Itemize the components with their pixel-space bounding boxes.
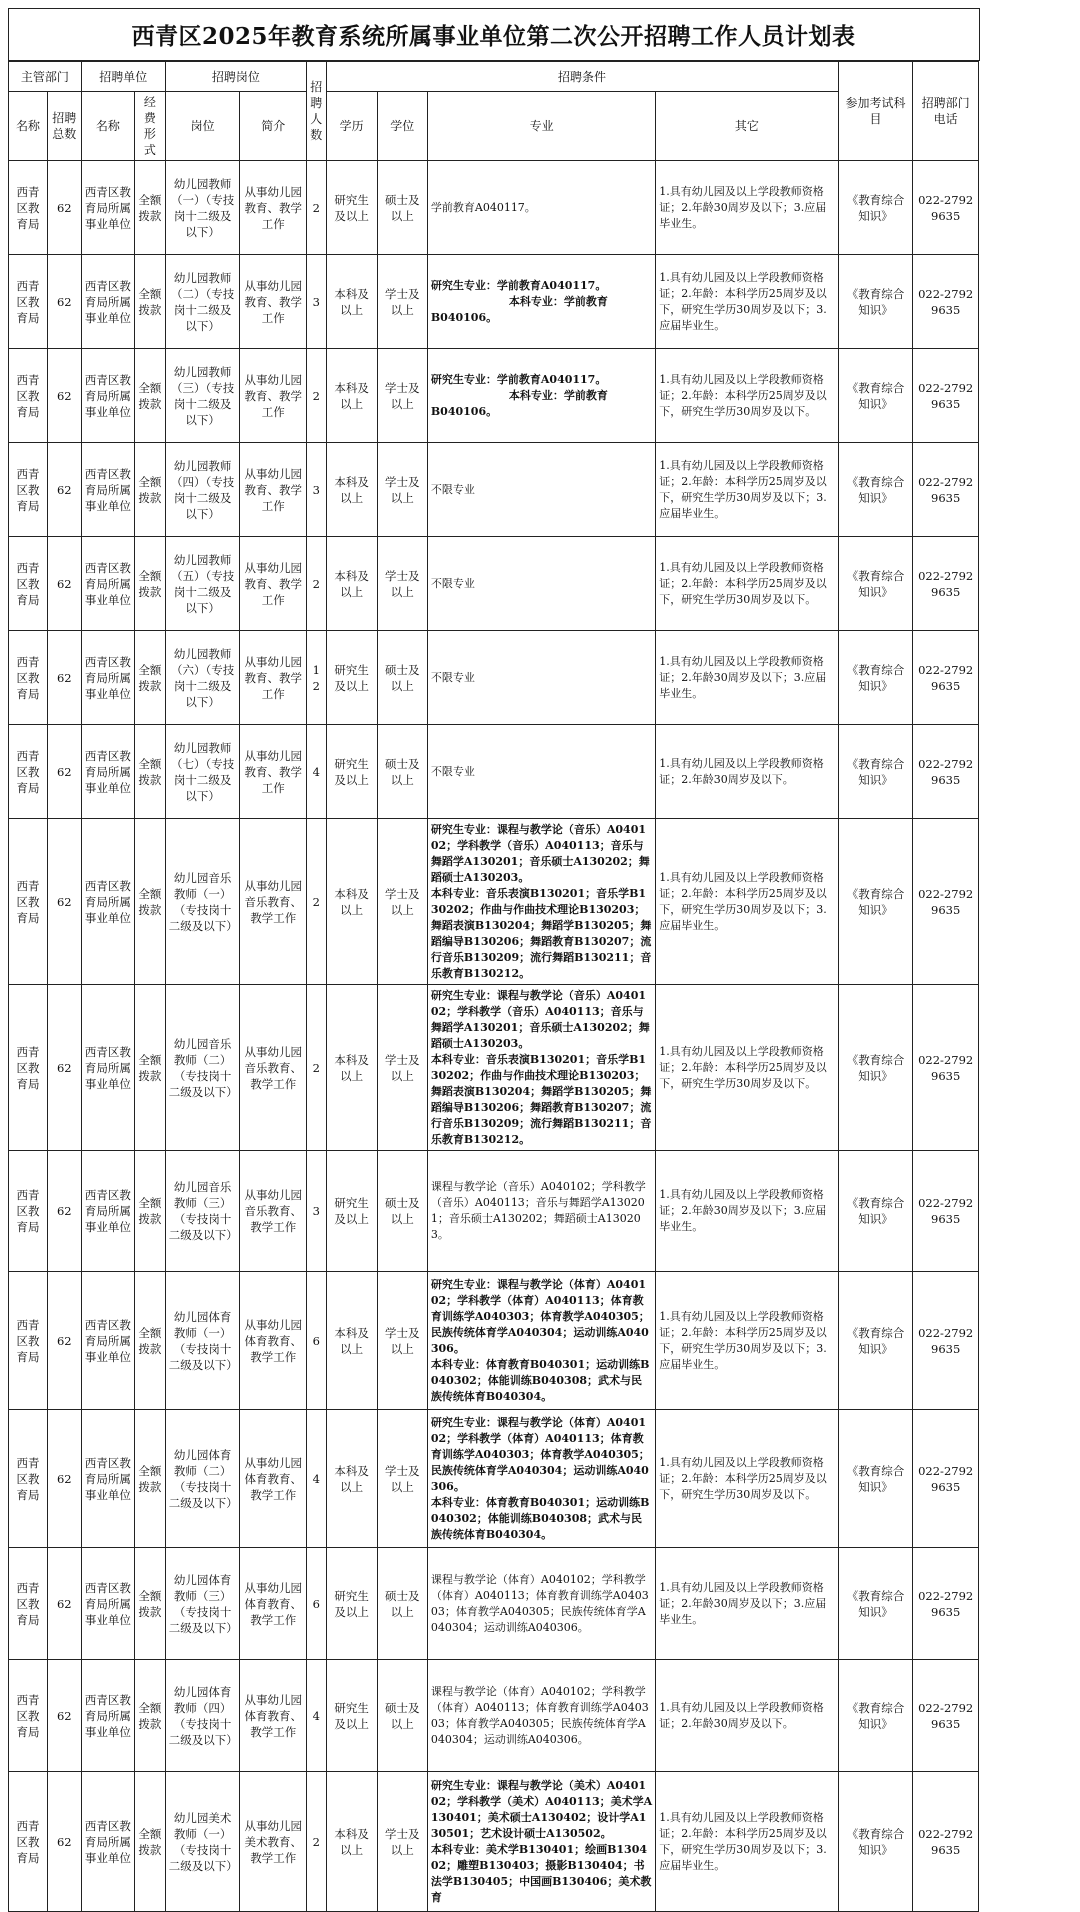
cell-phone: 022-27929635 [913,1772,979,1912]
cell-unit-name: 西青区教育局所属事业单位 [81,349,134,443]
major-line: 研究生专业：课程与教学论（美术）A040102；学科教学（美术）A040113；美术学A130401；美术硕士A130402；设计学A130501；艺术设计硕士A130502。 [430,1778,653,1840]
cell-degree: 硕士及以上 [377,1660,427,1772]
major-line: 本科专业：体育教育B040301；运动训练B040302；体能训练B040308；武术与民族传统体育B040304。 [430,1357,650,1403]
cell-count: 2 [307,349,326,443]
cell-funding: 全额拨款 [134,1151,165,1272]
major-line: 不限专业 [430,576,475,590]
cell-dept-name: 西青区教育局 [9,1272,48,1410]
cell-degree: 学士及以上 [377,255,427,349]
cell-degree: 学士及以上 [377,1772,427,1912]
cell-unit-name: 西青区教育局所属事业单位 [81,537,134,631]
cell-exam: 《教育综合知识》 [838,161,913,255]
cell-intro: 从事幼儿园体育教育、教学工作 [240,1548,307,1660]
cell-funding: 全额拨款 [134,443,165,537]
recruitment-table [8,61,979,1912]
cell-count: 4 [307,1660,326,1772]
cell-post-name: 幼儿园教师（五）（专技岗十二级及以下） [165,537,240,631]
cell-dept-name: 西青区教育局 [9,985,48,1151]
cell-count: 3 [307,1151,326,1272]
cell-post-name: 幼儿园音乐教师（二）（专技岗十二级及以下） [165,985,240,1151]
cell-major [427,1272,655,1410]
cell-phone: 022-27929635 [913,537,979,631]
cell-dept-total: 62 [47,725,81,819]
major-line: 课程与教学论（音乐）A040102；学科教学（音乐）A040113；音乐与舞蹈学A130201；音乐硕士A130202；舞蹈硕士A130203。 [430,1180,646,1241]
cell-phone: 022-27929635 [913,1660,979,1772]
cell-major [427,631,655,725]
cell-degree: 硕士及以上 [377,1548,427,1660]
cell-funding: 全额拨款 [134,631,165,725]
cell-exam: 《教育综合知识》 [838,1548,913,1660]
cell-degree: 学士及以上 [377,1272,427,1410]
major-line: 本科专业：体育教育B040301；运动训练B040302；体能训练B040308；武术与民族传统体育B040304。 [430,1495,650,1541]
cell-education: 本科及以上 [326,819,377,985]
cell-major [427,1548,655,1660]
cell-funding: 全额拨款 [134,1660,165,1772]
cell-dept-total: 62 [47,443,81,537]
cell-count: 4 [307,1410,326,1548]
cell-count: 2 [307,1772,326,1912]
cell-count: 6 [307,1272,326,1410]
cell-exam: 《教育综合知识》 [838,349,913,443]
cell-unit-name: 西青区教育局所属事业单位 [81,1660,134,1772]
cell-dept-name: 西青区教育局 [9,1410,48,1548]
cell-unit-name: 西青区教育局所属事业单位 [81,985,134,1151]
cell-intro: 从事幼儿园体育教育、教学工作 [240,1272,307,1410]
cell-post-name: 幼儿园教师（三）（专技岗十二级及以下） [165,349,240,443]
major-line: 研究生专业：学前教育A040117。 [430,372,607,386]
cell-intro: 从事幼儿园美术教育、教学工作 [240,1772,307,1912]
table-row [9,443,979,537]
table-row [9,349,979,443]
cell-post-name: 幼儿园音乐教师（一）（专技岗十二级及以下） [165,819,240,985]
cell-funding: 全额拨款 [134,725,165,819]
cell-other: 1.具有幼儿园及以上学段教师资格证；2.年龄30周岁及以下；3.应届毕业生。 [656,161,838,255]
cell-dept-total: 62 [47,349,81,443]
cell-other: 1.具有幼儿园及以上学段教师资格证；2.年龄30周岁及以下；3.应届毕业生。 [656,1548,838,1660]
cell-phone: 022-27929635 [913,161,979,255]
cell-intro: 从事幼儿园教育、教学工作 [240,631,307,725]
cell-degree: 硕士及以上 [377,631,427,725]
cell-funding: 全额拨款 [134,349,165,443]
cell-exam: 《教育综合知识》 [838,725,913,819]
cell-major [427,537,655,631]
cell-funding: 全额拨款 [134,819,165,985]
cell-dept-name: 西青区教育局 [9,725,48,819]
cell-post-name: 幼儿园教师（四）（专技岗十二级及以下） [165,443,240,537]
cell-funding: 全额拨款 [134,1772,165,1912]
cell-dept-total: 62 [47,161,81,255]
table-row [9,255,979,349]
cell-post-name: 幼儿园教师（六）（专技岗十二级及以下） [165,631,240,725]
cell-education: 本科及以上 [326,349,377,443]
major-line: 课程与教学论（体育）A040102；学科教学（体育）A040113；体育教育训练学A040303；体育教学A040305；民族传统体育学A040304；运动训练A040306。 [430,1684,649,1746]
cell-intro: 从事幼儿园教育、教学工作 [240,255,307,349]
cell-intro: 从事幼儿园教育、教学工作 [240,443,307,537]
cell-dept-total: 62 [47,1660,81,1772]
cell-exam: 《教育综合知识》 [838,1151,913,1272]
cell-other: 1.具有幼儿园及以上学段教师资格证；2.年龄30周岁及以下；3.应届毕业生。 [656,1151,838,1272]
cell-dept-name: 西青区教育局 [9,443,48,537]
cell-dept-total: 62 [47,631,81,725]
cell-education: 研究生及以上 [326,631,377,725]
cell-other: 1.具有幼儿园及以上学段教师资格证；2.年龄：本科学历25周岁及以下，研究生学历30周岁及以下。 [656,537,838,631]
cell-post-name: 幼儿园教师（一）（专技岗十二级及以下） [165,161,240,255]
cell-other: 1.具有幼儿园及以上学段教师资格证；2.年龄：本科学历25周岁及以下，研究生学历30周岁及以下。 [656,1410,838,1548]
header-exam: 参加考试科目 [838,62,913,161]
cell-dept-name: 西青区教育局 [9,255,48,349]
cell-count: 2 [307,161,326,255]
cell-major [427,349,655,443]
cell-other: 1.具有幼儿园及以上学段教师资格证；2.年龄30周岁及以下。 [656,1660,838,1772]
cell-major [427,255,655,349]
cell-other: 1.具有幼儿园及以上学段教师资格证；2.年龄30周岁及以下。 [656,725,838,819]
cell-unit-name: 西青区教育局所属事业单位 [81,1772,134,1912]
cell-degree: 学士及以上 [377,819,427,985]
cell-dept-name: 西青区教育局 [9,1772,48,1912]
cell-dept-total: 62 [47,1410,81,1548]
cell-education: 研究生及以上 [326,1151,377,1272]
cell-dept-name: 西青区教育局 [9,819,48,985]
cell-post-name: 幼儿园教师（二）（专技岗十二级及以下） [165,255,240,349]
cell-other: 1.具有幼儿园及以上学段教师资格证；2.年龄：本科学历25周岁及以下，研究生学历30周岁及以下；3.应届毕业生。 [656,443,838,537]
cell-funding: 全额拨款 [134,537,165,631]
cell-unit-name: 西青区教育局所属事业单位 [81,1410,134,1548]
cell-exam: 《教育综合知识》 [838,255,913,349]
major-line: 研究生专业：学前教育A040117。 [430,278,607,292]
cell-major [427,1410,655,1548]
cell-exam: 《教育综合知识》 [838,1410,913,1548]
cell-phone: 022-27929635 [913,985,979,1151]
cell-funding: 全额拨款 [134,161,165,255]
cell-unit-name: 西青区教育局所属事业单位 [81,819,134,985]
cell-education: 本科及以上 [326,443,377,537]
cell-dept-total: 62 [47,255,81,349]
table-row [9,725,979,819]
header-phone: 招聘部门电话 [913,62,979,161]
cell-exam: 《教育综合知识》 [838,985,913,1151]
cell-other: 1.具有幼儿园及以上学段教师资格证；2.年龄：本科学历25周岁及以下，研究生学历30周岁及以下；3.应届毕业生。 [656,819,838,985]
cell-intro: 从事幼儿园教育、教学工作 [240,349,307,443]
cell-dept-total: 62 [47,1772,81,1912]
major-line: 本科专业：音乐表演B130201；音乐学B130202；作曲与作曲技术理论B130203；舞蹈表演B130204；舞蹈学B130205；舞蹈编导B130206；舞蹈教育B130207；流行音乐B130209；流行舞蹈B130211；音乐教育B130212。 [430,886,652,980]
cell-intro: 从事幼儿园音乐教育、教学工作 [240,1151,307,1272]
cell-exam: 《教育综合知识》 [838,631,913,725]
cell-other: 1.具有幼儿园及以上学段教师资格证；2.年龄：本科学历25周岁及以下，研究生学历30周岁及以下。 [656,349,838,443]
header-conditions: 招聘条件 [326,62,838,92]
cell-phone: 022-27929635 [913,631,979,725]
cell-intro: 从事幼儿园教育、教学工作 [240,725,307,819]
header-post: 招聘岗位 [165,62,306,92]
cell-unit-name: 西青区教育局所属事业单位 [81,161,134,255]
cell-education: 本科及以上 [326,985,377,1151]
header-dept-name: 名称 [9,92,48,161]
cell-dept-total: 62 [47,985,81,1151]
major-line: 研究生专业：课程与教学论（体育）A040102；学科教学（体育）A040113；体育教育训练学A040303；体育教学A040305；民族传统体育学A040304；运动训练A040306。 [430,1277,650,1355]
cell-count: 2 [307,537,326,631]
cell-other: 1.具有幼儿园及以上学段教师资格证；2.年龄：本科学历25周岁及以下，研究生学历30周岁及以下；3.应届毕业生。 [656,255,838,349]
table-row [9,985,979,1151]
major-line: 本科专业：学前教育 [508,294,608,308]
major-line: 不限专业 [430,482,475,496]
header-intro: 简介 [240,92,307,161]
major-line: 研究生专业：课程与教学论（体育）A040102；学科教学（体育）A040113；体育教育训练学A040303；体育教学A040305；民族传统体育学A040304；运动训练A040306。 [430,1415,650,1493]
table-row [9,631,979,725]
cell-degree: 学士及以上 [377,349,427,443]
cell-dept-total: 62 [47,537,81,631]
cell-unit-name: 西青区教育局所属事业单位 [81,255,134,349]
cell-dept-name: 西青区教育局 [9,1660,48,1772]
cell-dept-total: 62 [47,1272,81,1410]
cell-education: 本科及以上 [326,1272,377,1410]
cell-degree: 硕士及以上 [377,1151,427,1272]
header-unit: 招聘单位 [81,62,165,92]
major-line: 课程与教学论（体育）A040102；学科教学（体育）A040113；体育教育训练学A040303；体育教学A040305；民族传统体育学A040304；运动训练A040306。 [430,1572,649,1634]
major-line: 本科专业：美术学B130401；绘画B130402；雕塑B130403；摄影B130404；书法学B130405；中国画B130406；美术教育 [430,1842,652,1904]
cell-exam: 《教育综合知识》 [838,1660,913,1772]
cell-education: 研究生及以上 [326,1660,377,1772]
cell-major [427,1660,655,1772]
cell-phone: 022-27929635 [913,255,979,349]
header-major: 专业 [427,92,655,161]
cell-education: 研究生及以上 [326,161,377,255]
header-other: 其它 [656,92,838,161]
table-row [9,537,979,631]
header-dept-total: 招聘总数 [47,92,81,161]
table-body [9,161,979,1912]
cell-education: 研究生及以上 [326,725,377,819]
cell-major [427,443,655,537]
cell-education: 研究生及以上 [326,1548,377,1660]
major-line: 本科专业：学前教育 [508,388,608,402]
major-line: 本科专业：音乐表演B130201；音乐学B130202；作曲与作曲技术理论B130203；舞蹈表演B130204；舞蹈学B130205；舞蹈编导B130206；舞蹈教育B130207；流行音乐B130209；流行舞蹈B130211；音乐教育B130212。 [430,1052,652,1146]
header-count: 招聘人数 [307,62,326,161]
table-row [9,1151,979,1272]
table-row [9,1272,979,1410]
header-education: 学历 [326,92,377,161]
cell-unit-name: 西青区教育局所属事业单位 [81,1272,134,1410]
cell-major [427,1772,655,1912]
cell-phone: 022-27929635 [913,1272,979,1410]
table-row [9,1548,979,1660]
cell-education: 本科及以上 [326,1410,377,1548]
cell-post-name: 幼儿园体育教师（一）（专技岗十二级及以下） [165,1272,240,1410]
cell-degree: 硕士及以上 [377,725,427,819]
cell-count: 6 [307,1548,326,1660]
major-line: 学前教育A040117。 [430,200,536,214]
major-line: 研究生专业：课程与教学论（音乐）A040102；学科教学（音乐）A040113；音乐与舞蹈学A130201；音乐硕士A130202；舞蹈硕士A130203。 [430,822,650,884]
cell-post-name: 幼儿园体育教师（四）（专技岗十二级及以下） [165,1660,240,1772]
table-row [9,1410,979,1548]
cell-funding: 全额拨款 [134,1410,165,1548]
cell-count: 2 [307,985,326,1151]
header-post-name: 岗位 [165,92,240,161]
cell-dept-name: 西青区教育局 [9,1548,48,1660]
cell-exam: 《教育综合知识》 [838,819,913,985]
major-line: B040106。 [430,310,498,324]
cell-phone: 022-27929635 [913,1151,979,1272]
cell-degree: 学士及以上 [377,985,427,1151]
cell-other: 1.具有幼儿园及以上学段教师资格证；2.年龄30周岁及以下；3.应届毕业生。 [656,631,838,725]
header-unit-name: 名称 [81,92,134,161]
cell-funding: 全额拨款 [134,255,165,349]
table-row [9,161,979,255]
cell-major [427,1151,655,1272]
cell-post-name: 幼儿园体育教师（三）（专技岗十二级及以下） [165,1548,240,1660]
cell-degree: 学士及以上 [377,443,427,537]
cell-phone: 022-27929635 [913,1548,979,1660]
cell-degree: 硕士及以上 [377,161,427,255]
major-line: 不限专业 [430,670,475,684]
cell-dept-name: 西青区教育局 [9,161,48,255]
table-row [9,819,979,985]
cell-count: 3 [307,443,326,537]
cell-dept-name: 西青区教育局 [9,1151,48,1272]
cell-exam: 《教育综合知识》 [838,443,913,537]
major-line: B040106。 [430,404,498,418]
cell-count: 3 [307,255,326,349]
cell-unit-name: 西青区教育局所属事业单位 [81,443,134,537]
cell-dept-total: 62 [47,1151,81,1272]
cell-intro: 从事幼儿园教育、教学工作 [240,537,307,631]
cell-phone: 022-27929635 [913,349,979,443]
cell-funding: 全额拨款 [134,985,165,1151]
major-line: 不限专业 [430,764,475,778]
header-degree: 学位 [377,92,427,161]
table-row [9,1660,979,1772]
cell-count: 2 [307,819,326,985]
cell-intro: 从事幼儿园体育教育、教学工作 [240,1660,307,1772]
cell-post-name: 幼儿园体育教师（二）（专技岗十二级及以下） [165,1410,240,1548]
cell-exam: 《教育综合知识》 [838,1772,913,1912]
cell-phone: 022-27929635 [913,443,979,537]
cell-dept-total: 62 [47,1548,81,1660]
cell-dept-name: 西青区教育局 [9,631,48,725]
cell-major [427,161,655,255]
cell-dept-total: 62 [47,819,81,985]
cell-phone: 022-27929635 [913,725,979,819]
header-dept: 主管部门 [9,62,82,92]
header-funding: 经费形式 [134,92,165,161]
cell-education: 本科及以上 [326,537,377,631]
cell-major [427,725,655,819]
cell-intro: 从事幼儿园音乐教育、教学工作 [240,819,307,985]
cell-post-name: 幼儿园音乐教师（三）（专技岗十二级及以下） [165,1151,240,1272]
cell-count: 4 [307,725,326,819]
cell-major [427,819,655,985]
cell-intro: 从事幼儿园音乐教育、教学工作 [240,985,307,1151]
cell-education: 本科及以上 [326,1772,377,1912]
cell-dept-name: 西青区教育局 [9,349,48,443]
cell-phone: 022-27929635 [913,819,979,985]
cell-degree: 学士及以上 [377,537,427,631]
cell-unit-name: 西青区教育局所属事业单位 [81,1548,134,1660]
cell-funding: 全额拨款 [134,1272,165,1410]
cell-other: 1.具有幼儿园及以上学段教师资格证；2.年龄：本科学历25周岁及以下，研究生学历30周岁及以下；3.应届毕业生。 [656,1772,838,1912]
cell-degree: 学士及以上 [377,1410,427,1548]
cell-major [427,985,655,1151]
cell-post-name: 幼儿园美术教师（一）（专技岗十二级及以下） [165,1772,240,1912]
cell-other: 1.具有幼儿园及以上学段教师资格证；2.年龄：本科学历25周岁及以下，研究生学历30周岁及以下；3.应届毕业生。 [656,1272,838,1410]
cell-post-name: 幼儿园教师（七）（专技岗十二级及以下） [165,725,240,819]
cell-unit-name: 西青区教育局所属事业单位 [81,1151,134,1272]
table-row [9,1772,979,1912]
cell-count: 12 [307,631,326,725]
page-title: 西青区2025年教育系统所属事业单位第二次公开招聘工作人员计划表 [8,8,980,61]
cell-intro: 从事幼儿园体育教育、教学工作 [240,1410,307,1548]
cell-dept-name: 西青区教育局 [9,537,48,631]
cell-intro: 从事幼儿园教育、教学工作 [240,161,307,255]
cell-funding: 全额拨款 [134,1548,165,1660]
cell-other: 1.具有幼儿园及以上学段教师资格证；2.年龄：本科学历25周岁及以下，研究生学历30周岁及以下。 [656,985,838,1151]
cell-unit-name: 西青区教育局所属事业单位 [81,725,134,819]
cell-unit-name: 西青区教育局所属事业单位 [81,631,134,725]
cell-exam: 《教育综合知识》 [838,1272,913,1410]
cell-exam: 《教育综合知识》 [838,537,913,631]
major-line: 研究生专业：课程与教学论（音乐）A040102；学科教学（音乐）A040113；音乐与舞蹈学A130201；音乐硕士A130202；舞蹈硕士A130203。 [430,988,650,1050]
cell-education: 本科及以上 [326,255,377,349]
cell-phone: 022-27929635 [913,1410,979,1548]
